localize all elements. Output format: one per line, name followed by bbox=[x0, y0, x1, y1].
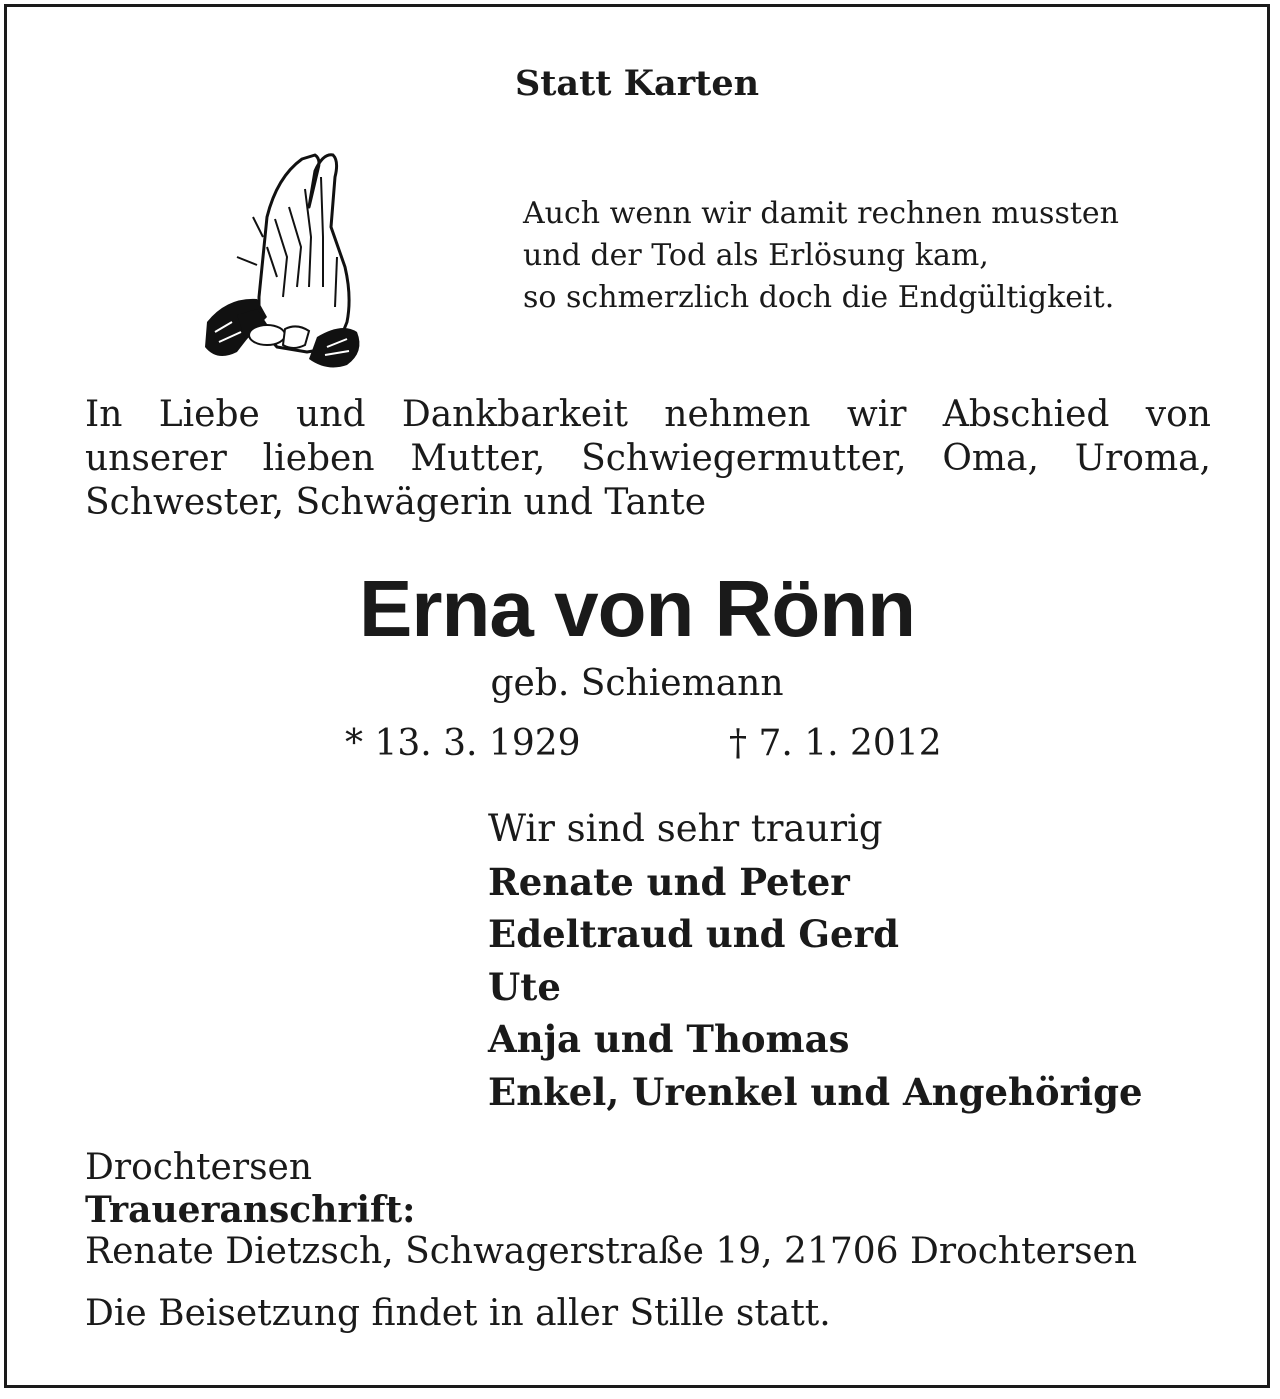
birth-date: * 13. 3. 1929 bbox=[345, 723, 581, 764]
address-label: Traueranschrift: bbox=[85, 1189, 416, 1231]
mourner-name: Enkel, Urenkel und Angehörige bbox=[488, 1069, 1143, 1114]
praying-hands-icon bbox=[197, 147, 367, 372]
intro-paragraph bbox=[85, 393, 1211, 525]
intro-line: Schwester, Schwägerin und Tante bbox=[85, 482, 706, 523]
born-name: geb. Schiemann bbox=[490, 663, 784, 704]
address: Renate Dietzsch, Schwagerstraße 19, 21706 Drochtersen bbox=[85, 1231, 1138, 1272]
deceased-name: Erna von Rönn bbox=[359, 564, 915, 653]
death-date: † 7. 1. 2012 bbox=[729, 723, 942, 764]
quote-block bbox=[523, 193, 1119, 319]
quote-line: Auch wenn wir damit rechnen mussten bbox=[523, 196, 1119, 231]
mourner-name: Ute bbox=[488, 964, 561, 1009]
footer-block bbox=[85, 1147, 1137, 1273]
intro-line: unserer lieben Mutter, Schwiegermutter, Oma, Uroma, bbox=[85, 438, 1211, 479]
obituary-notice bbox=[4, 4, 1270, 1388]
intro-line: In Liebe und Dankbarkeit nehmen wir Abschied von bbox=[85, 394, 1211, 435]
quote-line: und der Tod als Erlösung kam, bbox=[523, 238, 989, 273]
mourner-name: Anja und Thomas bbox=[488, 1017, 850, 1061]
mourners-block bbox=[488, 803, 1143, 1118]
mourner-name: Renate und Peter bbox=[488, 859, 850, 904]
mourners-intro: Wir sind sehr traurig bbox=[488, 807, 883, 850]
header-statt-karten: Statt Karten bbox=[514, 63, 760, 104]
mourner-name: Edeltraud und Gerd bbox=[488, 912, 899, 956]
place: Drochtersen bbox=[85, 1147, 313, 1188]
quote-line: so schmerzlich doch die Endgültigkeit. bbox=[523, 280, 1115, 315]
burial-note: Die Beisetzung findet in aller Stille statt. bbox=[85, 1293, 831, 1334]
